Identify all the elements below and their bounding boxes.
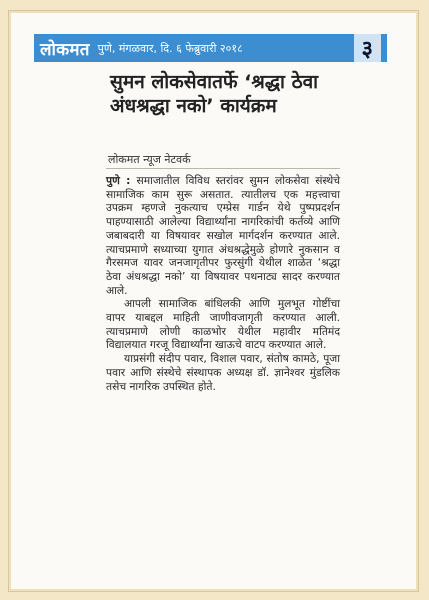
byline-divider bbox=[106, 168, 340, 169]
paragraph-text: समाजातील विविध स्तरांवर सुमन लोकसेवा संस्थेचे सामाजिक काम सुरू असतात. त्यातीलच एक महत्त्वाचा उपक्रम म्हणजे नुकत्याच एम्प्रेस गार्डन येथे पुष्पप्रदर्शन पाहण्यासाठी आलेल्या विद्यार्थ्यांना नागरिकांची कर्तव्ये आणि जबाबदारी या विषयावर सखोल मार्गदर्शन करण्यात आले. त्याचप्रमाणे सध्याच्या युगात अंधश्रद्धेमुळे होणारे नुकसान व गैरसमज यावर जनजागृतीपर फुरसुंगी येथील शाळेत ‘श्रद्धा ठेवा अंधश्रद्धा नको’ या विषयावर पथनाट्य सादर करण्यात आले. bbox=[106, 174, 340, 297]
article-paragraph: आपली सामाजिक बांधिलकी आणि मुलभूत गोष्टींचा वापर याबद्दल माहिती जाणीवजागृती करण्यात आली. त्याचप्रमाणे लोणी काळभोर येथील महावीर मतिमंद विद्यालयात गरजू विद्यार्थ्यांना खाऊचे वाटप करण्यात आले. bbox=[106, 297, 340, 352]
newspaper-logo: लोकमत bbox=[40, 39, 90, 60]
page-number: ३ bbox=[354, 34, 381, 62]
masthead bbox=[34, 34, 387, 62]
article-body bbox=[106, 174, 340, 393]
edition-date: पुणे, मंगळवार, दि. ६ फेब्रुवारी २०१८ bbox=[97, 41, 243, 55]
dateline: पुणे : bbox=[106, 174, 131, 187]
article-paragraph: याप्रसंगी संदीप पवार, विशाल पवार, संतोष कामठे, पूजा पवार आणि संस्थेचे संस्थापक अध्यक्ष डॉ. ज्ञानेश्वर मुंडलिक तसेच नागरिक उपस्थित होते. bbox=[106, 352, 340, 393]
article-paragraph bbox=[106, 174, 340, 297]
article-byline: लोकमत न्यूज नेटवर्क bbox=[108, 153, 191, 166]
article-headline: सुमन लोकसेवातर्फे ‘श्रद्धा ठेवा अंधश्रद्धा नको’ कार्यक्रम bbox=[110, 71, 319, 117]
